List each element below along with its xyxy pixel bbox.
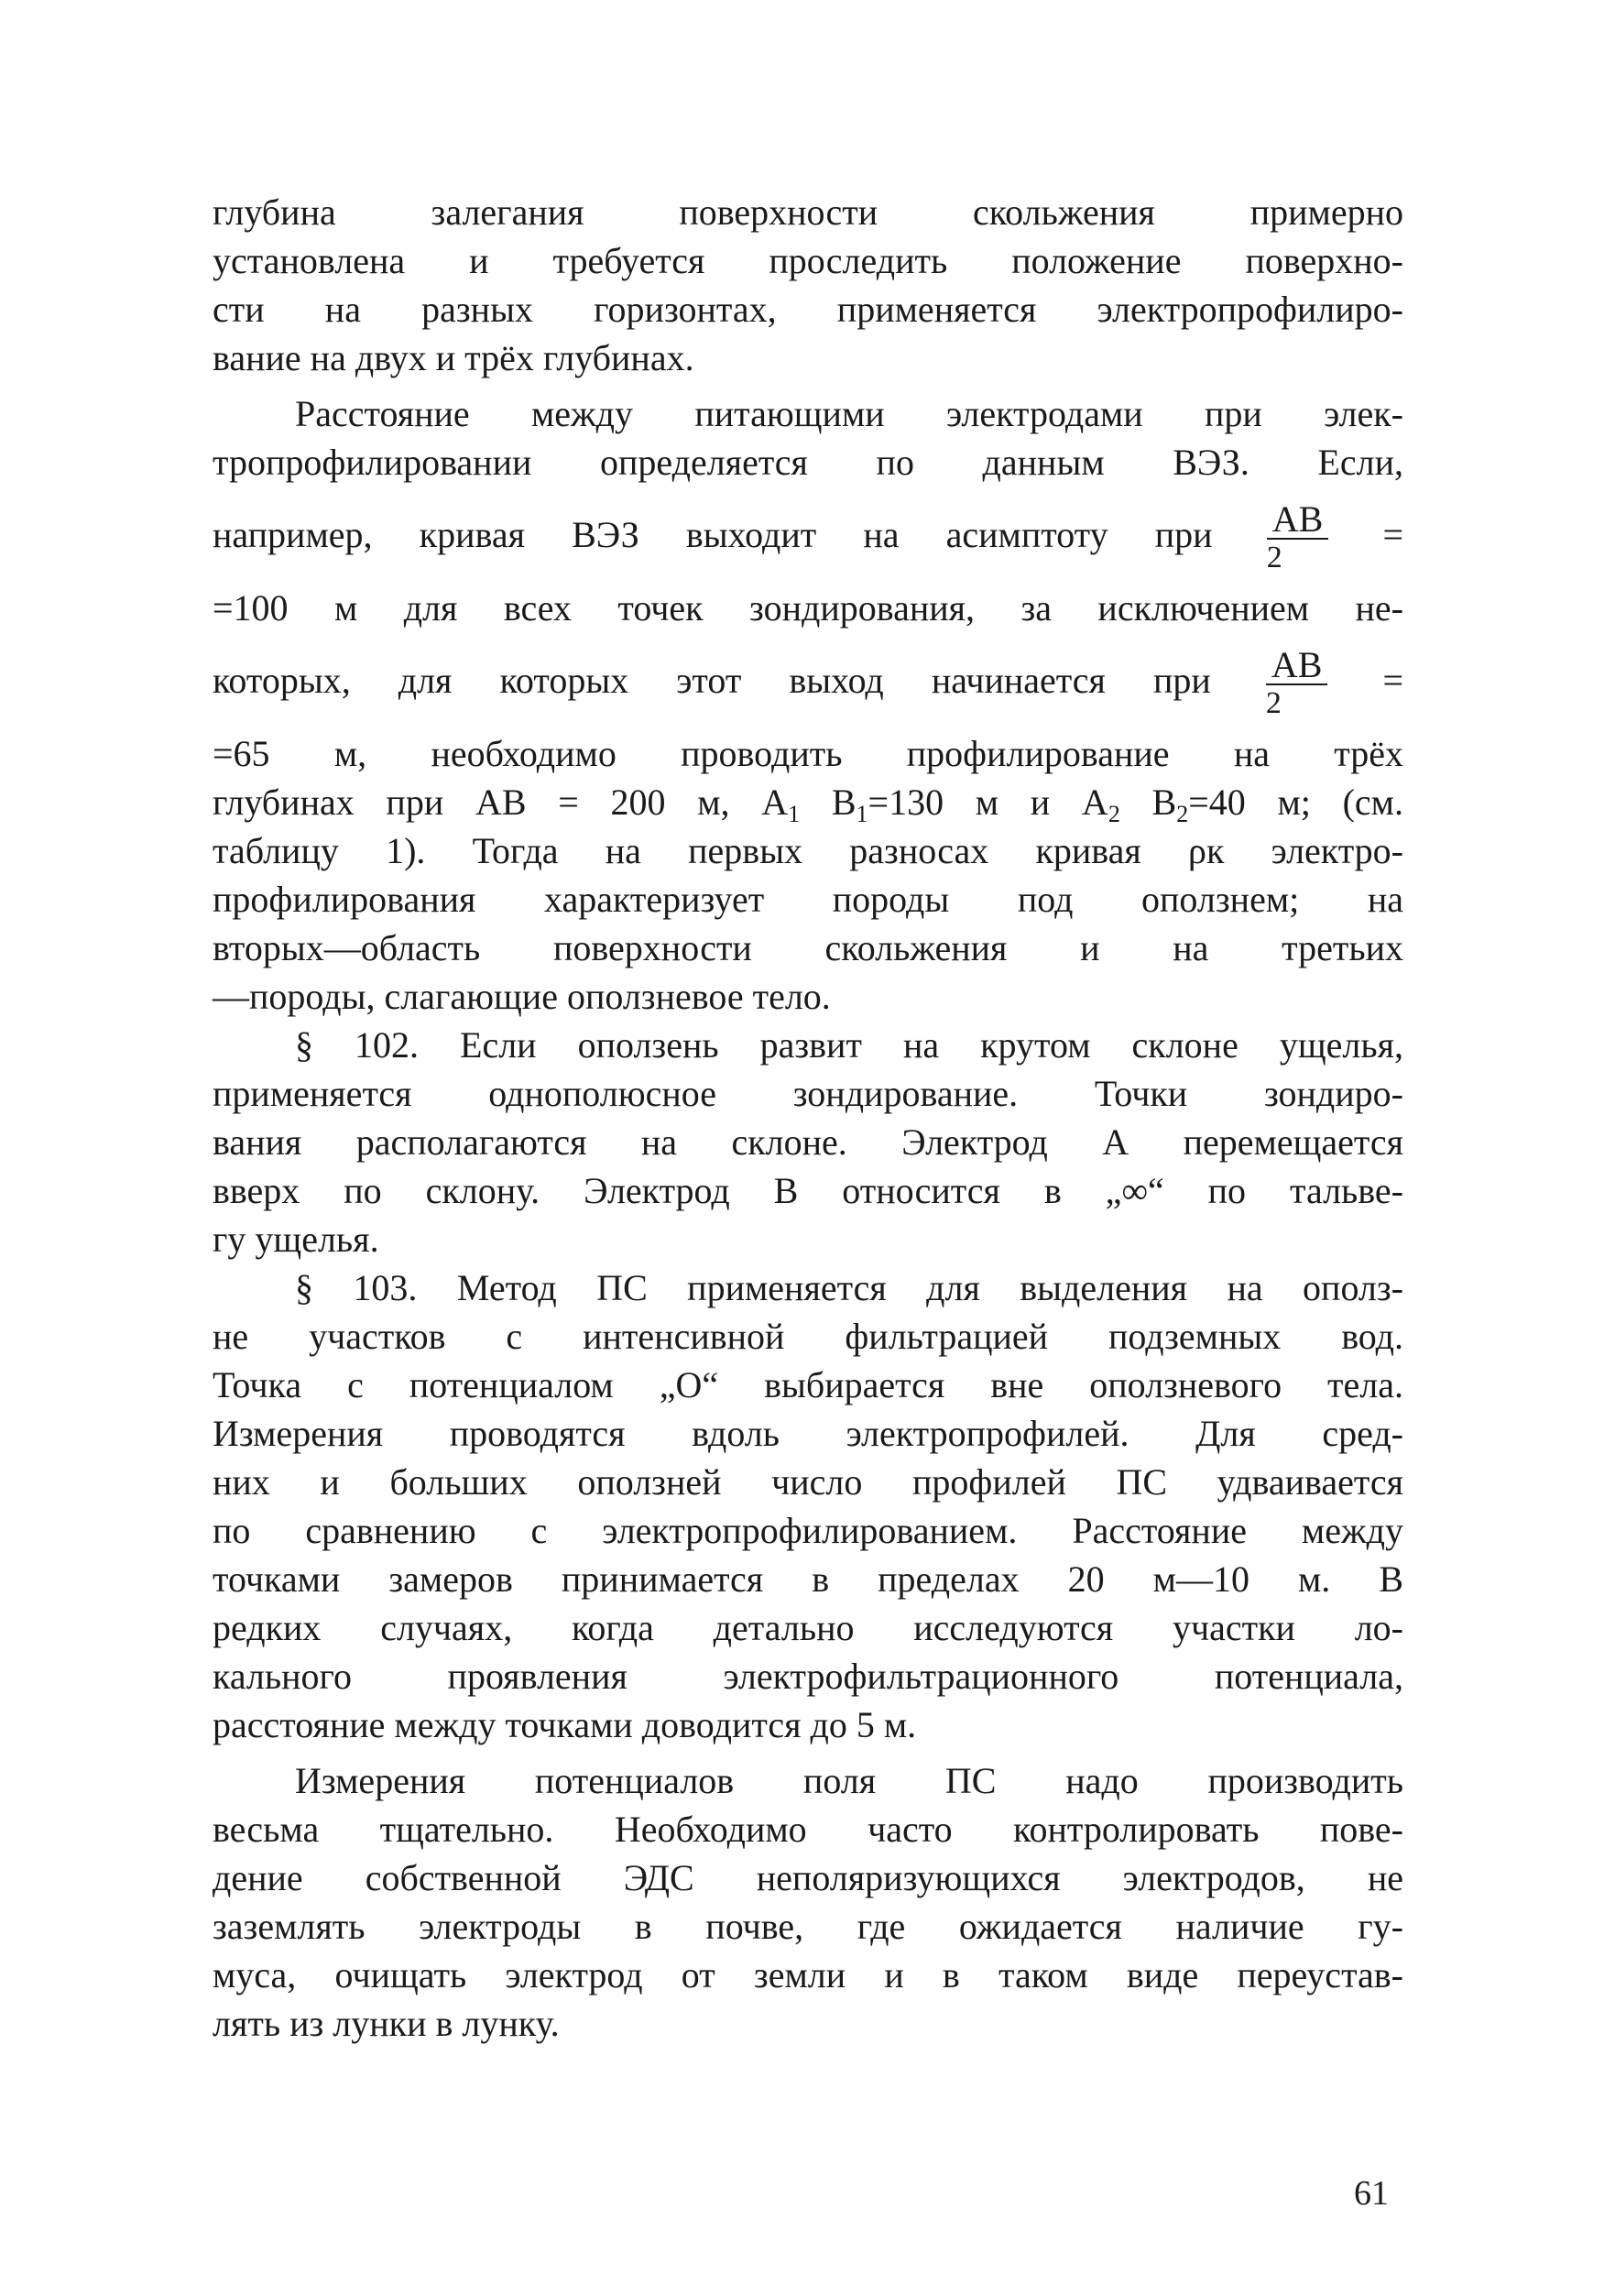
fraction-denominator: 2	[1266, 540, 1282, 574]
page-number: 61	[1354, 2174, 1389, 2213]
text-line: таблицу 1). Тогда на первых разносах кривая ρк электро-	[213, 830, 1403, 871]
text-line: заземлять электроды в почве, где ожидается наличие гу-	[213, 1906, 1403, 1947]
text-line: муса, очищать электрод от земли и в таком виде переустав-	[213, 1954, 1403, 1995]
text-line: =100 м для всех точек зондирования, за исключением не-	[213, 587, 1403, 629]
text-line: весьма тщательно. Необходимо часто контролировать пове-	[213, 1809, 1403, 1850]
text-line: вание на двух и трёх глубинах.	[213, 337, 694, 378]
text-line: них и больших оползней число профилей ПС удваивается	[213, 1461, 1403, 1503]
section-102-line: § 102. Если оползень развит на крутом склоне ущелья,	[295, 1024, 1403, 1066]
section-103-line: § 103. Метод ПС применяется для выделения на ополз-	[295, 1267, 1403, 1308]
text-line: профилирования характеризует породы под оползнем; на	[213, 879, 1403, 920]
formula-line	[213, 487, 1403, 584]
text-line: лять из лунки в лунку.	[213, 2003, 560, 2044]
fraction-denominator: 2	[1265, 685, 1282, 720]
text-line: Расстояние между питающими электродами при элек-	[295, 393, 1403, 434]
text-line: расстояние между точками доводится до 5 м.	[213, 1704, 917, 1745]
text-line: Измерения потенциалов поля ПС надо производить	[295, 1760, 1403, 1801]
text-line: редких случаях, когда детально исследуются участки ло-	[213, 1607, 1403, 1648]
text-line: гу ущелья.	[213, 1219, 379, 1260]
text-line: Измерения проводятся вдоль электропрофилей. Для сред-	[213, 1413, 1403, 1454]
text-line: тропрофилировании определяется по данным ВЭЗ. Если,	[213, 442, 1403, 483]
equals-sign: =	[1382, 660, 1404, 701]
text-span: например, кривая ВЭЗ выходит на асимптоту при	[213, 514, 1213, 555]
text-line: точками замеров принимается в пределах 20 м—10 м. В	[213, 1558, 1403, 1600]
text-line: установлена и требуется проследить положение поверхно-	[213, 240, 1403, 281]
fraction-ab-over-2	[1265, 643, 1328, 722]
text-line: вания располагаются на склоне. Электрод А перемещается	[213, 1121, 1403, 1163]
text-line: не участков с интенсивной фильтрацией подземных вод.	[213, 1316, 1403, 1357]
fraction-ab-over-2	[1266, 497, 1329, 576]
text-line: вверх по склону. Электрод В относится в „∞“ по тальве-	[213, 1170, 1403, 1211]
text-line: по сравнению с электропрофилированием. Расстояние между	[213, 1510, 1403, 1551]
text-line-with-subscripts: глубинах при AB = 200 м, $A_1$ $B_1=130$ м и $A_2$ $B_2=40$ м; (см.	[213, 782, 1403, 827]
text-line: вторых—область поверхности скольжения и на третьих	[213, 927, 1403, 968]
body-text	[213, 188, 1403, 2048]
fraction-numerator: AB	[1267, 501, 1329, 540]
text-line: сти на разных горизонтах, применяется электропрофилиро-	[213, 289, 1403, 330]
fraction-numerator: AB	[1266, 647, 1328, 685]
text-line: применяется однополюсное зондирование. Точки зондиро-	[213, 1073, 1403, 1114]
text-line: =65 м, необходимо проводить профилирование на трёх	[213, 733, 1403, 774]
text-line: Точка с потенциалом „О“ выбирается вне оползневого тела.	[213, 1364, 1403, 1405]
text-line: дение собственной ЭДС неполяризующихся электродов, не	[213, 1857, 1403, 1898]
text-span: которых, для которых этот выход начинается при	[213, 660, 1211, 701]
text-line: —породы, слагающие оползневое тело.	[213, 976, 831, 1017]
text-line: глубина залегания поверхности скольжения примерно	[213, 191, 1403, 233]
equals-sign: =	[1382, 514, 1404, 555]
formula-line	[213, 632, 1403, 729]
text-line: кального проявления электрофильтрационного потенциала,	[213, 1656, 1403, 1697]
